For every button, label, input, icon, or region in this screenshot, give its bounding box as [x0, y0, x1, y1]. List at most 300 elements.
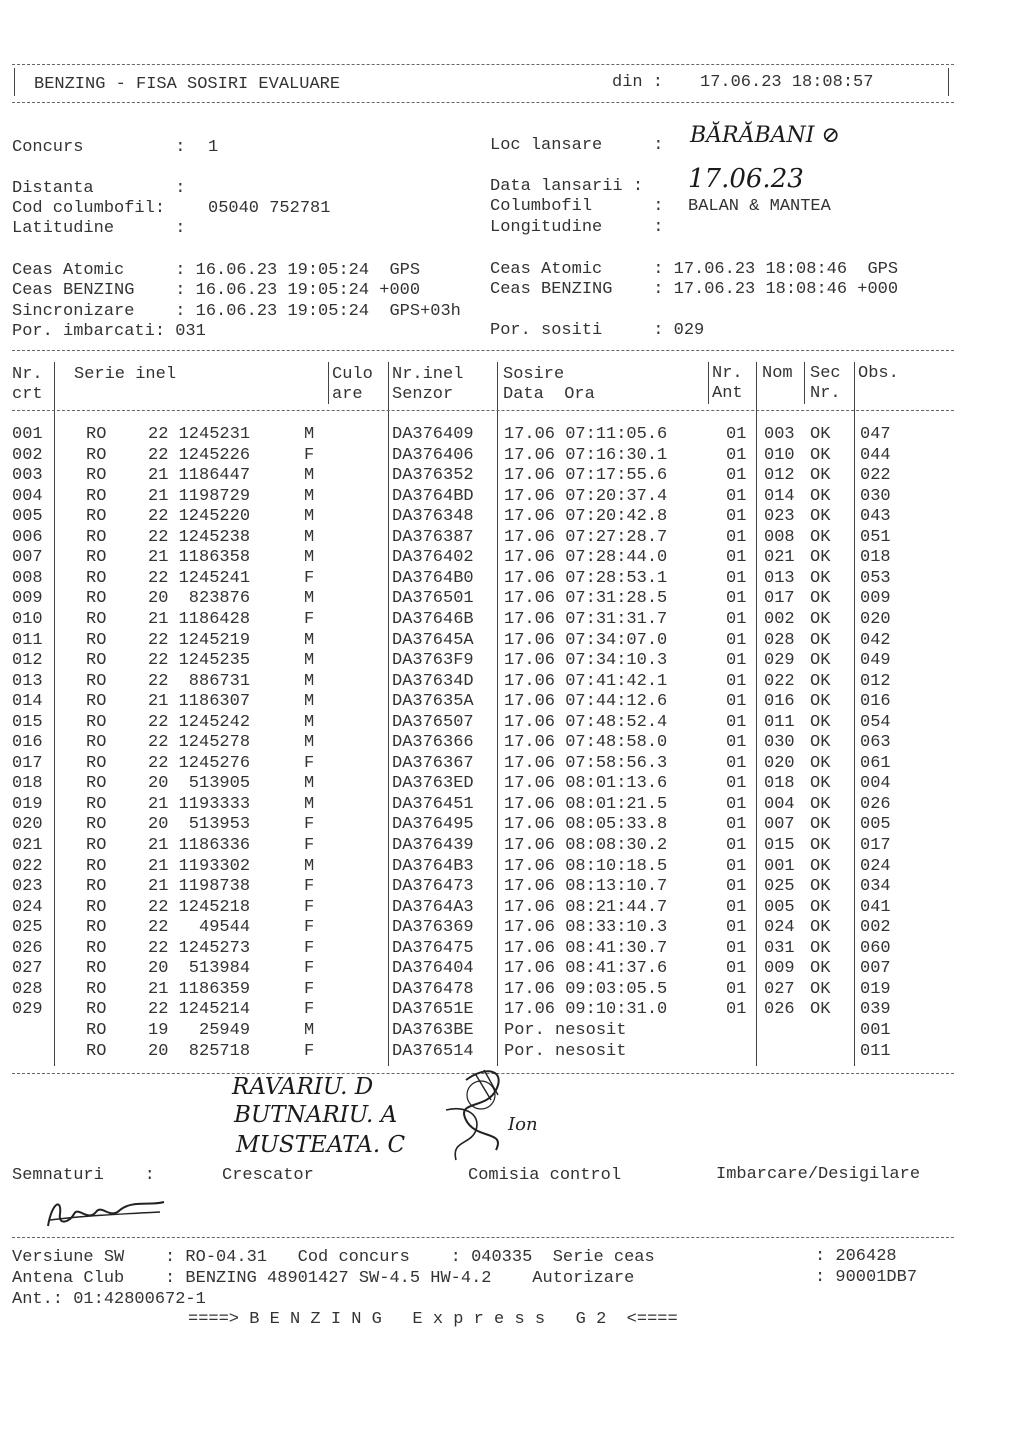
row-nom: 016	[764, 692, 795, 712]
ceas-benzing-end: Ceas BENZING : 17.06.23 18:08:46 +000	[490, 280, 899, 299]
signer-name-3: MUSTEATA. C	[236, 1132, 406, 1158]
row-nom: 018	[764, 774, 795, 794]
row-antenna: 01	[726, 836, 747, 855]
row-sec: OK	[810, 589, 831, 609]
table-row	[12, 918, 962, 939]
footer-versiune-sw: Versiune SW : RO-04.31 Cod concurs : 040335 Serie ceas	[12, 1248, 655, 1267]
row-nom: 030	[764, 733, 795, 753]
row-country: RO	[86, 712, 107, 732]
row-sex: F	[304, 1000, 315, 1020]
row-country: RO	[86, 877, 107, 897]
row-sensor: DA37651E	[392, 1000, 474, 1020]
row-ring: 20 513984	[148, 959, 251, 979]
row-antenna: 01	[726, 753, 747, 773]
row-ring: 21 1186428	[148, 609, 251, 629]
row-ring: 21 1193333	[148, 794, 251, 814]
row-nr: 009	[12, 589, 43, 609]
col-nom-header: Nom	[762, 364, 793, 383]
concurs-value: 1	[208, 138, 219, 157]
row-obs: 063	[860, 733, 891, 753]
loc-lansare-handwritten: BĂRĂBANI ⊘	[690, 123, 840, 148]
row-arrival: 17.06 08:21:44.7	[504, 897, 668, 917]
row-ring: 22 1245226	[148, 445, 251, 465]
row-antenna: 01	[726, 507, 747, 527]
row-arrival: 17.06 08:05:33.8	[504, 815, 668, 835]
row-ring: 20 513905	[148, 774, 251, 794]
imbarcare-desigilare-label: Imbarcare/Desigilare	[716, 1165, 921, 1184]
row-nom: 003	[764, 425, 795, 444]
row-sensor: DA376501	[392, 589, 474, 609]
row-country: RO	[86, 897, 107, 917]
row-sex: M	[304, 425, 315, 444]
row-sec: OK	[810, 1000, 831, 1020]
table-row	[12, 528, 962, 549]
table-row	[12, 610, 962, 631]
row-nr: 007	[12, 548, 43, 568]
table-row	[12, 1042, 962, 1063]
row-arrival: 17.06 07:28:44.0	[504, 548, 668, 568]
row-country: RO	[86, 1020, 107, 1040]
row-obs: 061	[860, 753, 891, 773]
row-country: RO	[86, 568, 107, 588]
row-sex: F	[304, 877, 315, 897]
row-arrival: 17.06 07:41:42.1	[504, 671, 668, 691]
report-date: 17.06.23 18:08:57	[700, 73, 874, 92]
row-sensor: DA376514	[392, 1041, 474, 1061]
row-arrival: 17.06 07:20:37.4	[504, 486, 668, 506]
row-sex: M	[304, 589, 315, 609]
row-ring: 21 1186307	[148, 692, 251, 712]
row-arrival: 17.06 08:08:30.2	[504, 836, 668, 855]
row-sensor: DA376406	[392, 445, 474, 465]
row-ring: 22 1245220	[148, 507, 251, 527]
col-nr-header: Nr.	[12, 365, 43, 384]
loc-lansare-label: Loc lansare :	[490, 136, 664, 155]
row-antenna: 01	[726, 568, 747, 588]
row-ring: 22 49544	[148, 918, 251, 938]
latitudine-label: Latitudine :	[12, 219, 186, 238]
row-sex: M	[304, 486, 315, 506]
row-sensor: DA376404	[392, 959, 474, 979]
row-sec: OK	[810, 425, 831, 444]
row-arrival: 17.06 07:34:10.3	[504, 651, 668, 671]
porumbei-imbarcati: Por. imbarcati: 031	[12, 322, 206, 341]
row-arrival: 17.06 08:01:21.5	[504, 794, 668, 814]
row-sex: F	[304, 609, 315, 629]
signer-name-2: BUTNARIU. A	[234, 1102, 398, 1128]
row-sex: F	[304, 897, 315, 917]
row-sec: OK	[810, 733, 831, 753]
row-arrival: 17.06 07:16:30.1	[504, 445, 668, 465]
row-obs: 060	[860, 938, 891, 958]
row-sensor: DA37634D	[392, 671, 474, 691]
row-nr: 015	[12, 712, 43, 732]
row-sec: OK	[810, 897, 831, 917]
row-obs: 012	[860, 671, 891, 691]
row-nom: 022	[764, 671, 795, 691]
row-nr: 028	[12, 979, 43, 999]
row-sensor: DA3763F9	[392, 651, 474, 671]
row-arrival: 17.06 07:48:52.4	[504, 712, 668, 732]
footer-autorizare: : 90001DB7	[815, 1268, 918, 1287]
row-sec: OK	[810, 815, 831, 835]
row-nr: 005	[12, 507, 43, 527]
row-obs: 005	[860, 815, 891, 835]
row-sex: M	[304, 466, 315, 486]
breeder-signature-icon	[40, 1192, 170, 1232]
row-country: RO	[86, 918, 107, 938]
table-row	[12, 1000, 962, 1021]
row-antenna: 01	[726, 897, 747, 917]
col-nrinel-header: Nr.inel	[392, 365, 464, 384]
row-nr: 010	[12, 609, 43, 629]
semnaturi-label: Semnaturi :	[12, 1166, 155, 1185]
row-sec: OK	[810, 979, 831, 999]
row-sec: OK	[810, 486, 831, 506]
row-sensor: DA376495	[392, 815, 474, 835]
row-ring: 21 1198729	[148, 486, 251, 506]
row-arrival: 17.06 07:48:58.0	[504, 733, 668, 753]
row-sensor: DA376402	[392, 548, 474, 568]
col-sec-header: Sec	[810, 364, 841, 383]
row-obs: 011	[860, 1041, 891, 1061]
row-ring: 22 1245238	[148, 527, 251, 547]
row-nom: 009	[764, 959, 795, 979]
row-sensor: DA376352	[392, 466, 474, 486]
row-sensor: DA37635A	[392, 692, 474, 712]
table-row	[12, 548, 962, 569]
row-sex: M	[304, 527, 315, 547]
row-sec: OK	[810, 527, 831, 547]
row-ring: 20 513953	[148, 815, 251, 835]
row-country: RO	[86, 733, 107, 753]
row-sec: OK	[810, 959, 831, 979]
row-nom: 017	[764, 589, 795, 609]
row-obs: 041	[860, 897, 891, 917]
row-country: RO	[86, 979, 107, 999]
row-sex: F	[304, 815, 315, 835]
row-nom: 005	[764, 897, 795, 917]
ceas-atomic-start: Ceas Atomic : 16.06.23 19:05:24 GPS	[12, 261, 421, 280]
col-crt-header: crt	[12, 385, 43, 404]
row-ring: 22 1245278	[148, 733, 251, 753]
row-sensor: DA37645A	[392, 630, 474, 650]
row-country: RO	[86, 671, 107, 691]
ceas-atomic-end: Ceas Atomic : 17.06.23 18:08:46 GPS	[490, 260, 899, 279]
row-sensor: DA376451	[392, 794, 474, 814]
table-row	[12, 733, 962, 754]
row-ring: 20 823876	[148, 589, 251, 609]
row-sex: M	[304, 507, 315, 527]
row-obs: 049	[860, 651, 891, 671]
row-nr: 006	[12, 527, 43, 547]
row-ring: 20 825718	[148, 1041, 251, 1061]
row-sex: F	[304, 836, 315, 855]
row-sec: OK	[810, 794, 831, 814]
row-sec: OK	[810, 671, 831, 691]
row-sex: M	[304, 630, 315, 650]
row-arrival: 17.06 08:10:18.5	[504, 856, 668, 876]
row-arrival: 17.06 07:20:42.8	[504, 507, 668, 527]
row-arrival: 17.06 09:03:05.5	[504, 979, 668, 999]
signer-name-1: RAVARIU. D	[232, 1074, 374, 1100]
row-nr: 004	[12, 486, 43, 506]
row-sex: M	[304, 1020, 315, 1040]
row-nr: 003	[12, 466, 43, 486]
row-sensor: DA3764B0	[392, 568, 474, 588]
table-row	[12, 487, 962, 508]
row-arrival: 17.06 08:41:37.6	[504, 959, 668, 979]
row-antenna: 01	[726, 877, 747, 897]
row-country: RO	[86, 836, 107, 855]
row-sec: OK	[810, 856, 831, 876]
row-obs: 047	[860, 425, 891, 444]
table-row	[12, 898, 962, 919]
row-antenna: 01	[726, 651, 747, 671]
col-culoare-header: Culo	[332, 365, 373, 384]
row-sensor: DA376507	[392, 712, 474, 732]
row-ring: 22 886731	[148, 671, 251, 691]
row-obs: 016	[860, 692, 891, 712]
row-sec: OK	[810, 836, 831, 855]
row-sex: M	[304, 692, 315, 712]
row-sec: OK	[810, 630, 831, 650]
row-ring: 22 1245218	[148, 897, 251, 917]
row-obs: 019	[860, 979, 891, 999]
row-nr: 021	[12, 836, 43, 855]
row-ring: 22 1245242	[148, 712, 251, 732]
col-sec-header-2: Nr.	[810, 384, 841, 403]
row-ring: 21 1186359	[148, 979, 251, 999]
table-row	[12, 980, 962, 1001]
table-row	[12, 507, 962, 528]
row-sex: M	[304, 856, 315, 876]
row-obs: 024	[860, 856, 891, 876]
row-nr: 016	[12, 733, 43, 753]
cod-columbofil-value: 05040 752781	[208, 199, 331, 218]
row-antenna: 01	[726, 486, 747, 506]
row-antenna: 01	[726, 671, 747, 691]
commission-signature-icon	[436, 1060, 546, 1170]
row-antenna: 01	[726, 527, 747, 547]
longitudine-label: Longitudine :	[490, 218, 664, 237]
row-nom: 023	[764, 507, 795, 527]
row-nom: 031	[764, 938, 795, 958]
row-sec: OK	[810, 712, 831, 732]
porumbei-sositi: Por. sositi : 029	[490, 321, 705, 340]
row-sex: M	[304, 733, 315, 753]
row-sex: F	[304, 445, 315, 465]
row-nr: 023	[12, 877, 43, 897]
row-nr: 014	[12, 692, 43, 712]
table-row	[12, 857, 962, 878]
row-sensor: DA376475	[392, 938, 474, 958]
table-row	[12, 959, 962, 980]
row-sex: M	[304, 671, 315, 691]
row-antenna: 01	[726, 938, 747, 958]
row-country: RO	[86, 486, 107, 506]
row-sex: F	[304, 938, 315, 958]
row-obs: 042	[860, 630, 891, 650]
row-sensor: DA3763ED	[392, 774, 474, 794]
row-sec: OK	[810, 568, 831, 588]
row-nr: 002	[12, 445, 43, 465]
row-obs: 026	[860, 794, 891, 814]
comisia-control-label: Comisia control	[468, 1166, 622, 1185]
row-country: RO	[86, 548, 107, 568]
row-nr: 024	[12, 897, 43, 917]
row-sex: M	[304, 774, 315, 794]
row-sex: M	[304, 651, 315, 671]
crescator-label: Crescator	[222, 1166, 314, 1185]
row-antenna: 01	[726, 856, 747, 876]
row-arrival: 17.06 07:17:55.6	[504, 466, 668, 486]
row-country: RO	[86, 959, 107, 979]
footer-antena-club: Antena Club : BENZING 48901427 SW-4.5 HW-4.2 Autorizare	[12, 1269, 635, 1288]
row-sec: OK	[810, 445, 831, 465]
row-country: RO	[86, 692, 107, 712]
row-antenna: 01	[726, 774, 747, 794]
row-sec: OK	[810, 466, 831, 486]
col-data-ora-header: Data Ora	[503, 385, 595, 404]
row-country: RO	[86, 609, 107, 629]
columbofil-label: Columbofil :	[490, 197, 664, 216]
row-obs: 034	[860, 877, 891, 897]
row-arrival: 17.06 08:33:10.3	[504, 918, 668, 938]
distanta-label: Distanta :	[12, 179, 186, 198]
row-country: RO	[86, 651, 107, 671]
row-nom: 021	[764, 548, 795, 568]
row-nr: 013	[12, 671, 43, 691]
row-sex: M	[304, 794, 315, 814]
row-nr: 026	[12, 938, 43, 958]
table-row	[12, 692, 962, 713]
row-arrival: Por. nesosit	[504, 1041, 627, 1061]
table-row	[12, 1021, 962, 1042]
row-nr: 029	[12, 1000, 43, 1020]
col-serie-header: Serie inel	[74, 365, 177, 384]
row-nom: 007	[764, 815, 795, 835]
row-antenna: 01	[726, 918, 747, 938]
row-arrival: 17.06 07:31:28.5	[504, 589, 668, 609]
row-country: RO	[86, 753, 107, 773]
table-row	[12, 569, 962, 590]
row-nr: 011	[12, 630, 43, 650]
row-sex: F	[304, 918, 315, 938]
row-ring: 21 1186358	[148, 548, 251, 568]
row-ring: 19 25949	[148, 1020, 251, 1040]
row-ring: 22 1245241	[148, 568, 251, 588]
row-sex: F	[304, 753, 315, 773]
row-antenna: 01	[726, 548, 747, 568]
row-ring: 21 1186336	[148, 836, 251, 855]
row-obs: 053	[860, 568, 891, 588]
row-ring: 22 1245276	[148, 753, 251, 773]
row-obs: 018	[860, 548, 891, 568]
row-antenna: 01	[726, 445, 747, 465]
row-nom: 024	[764, 918, 795, 938]
row-ring: 21 1186447	[148, 466, 251, 486]
col-culoare-header-2: are	[332, 385, 363, 404]
row-sec: OK	[810, 774, 831, 794]
row-sensor: DA376369	[392, 918, 474, 938]
footer-banner: ====> B E N Z I N G E x p r e s s G 2 <====	[188, 1310, 678, 1329]
row-antenna: 01	[726, 466, 747, 486]
row-sensor: DA376478	[392, 979, 474, 999]
col-ant-header-2: Ant	[712, 384, 743, 403]
table-row	[12, 446, 962, 467]
row-sex: F	[304, 1041, 315, 1061]
row-ring: 22 1245235	[148, 651, 251, 671]
row-country: RO	[86, 815, 107, 835]
table-row	[12, 466, 962, 487]
report-title: BENZING - FISA SOSIRI EVALUARE	[34, 75, 341, 94]
footer-serie-ceas: : 206428	[815, 1247, 897, 1266]
row-nr: 027	[12, 959, 43, 979]
row-country: RO	[86, 630, 107, 650]
row-sensor: DA37646B	[392, 609, 474, 629]
row-nom: 020	[764, 753, 795, 773]
row-nom: 008	[764, 527, 795, 547]
table-row	[12, 815, 962, 836]
row-arrival: 17.06 08:41:30.7	[504, 938, 668, 958]
row-nom: 029	[764, 651, 795, 671]
row-obs: 044	[860, 445, 891, 465]
row-arrival: 17.06 09:10:31.0	[504, 1000, 668, 1020]
row-obs: 004	[860, 774, 891, 794]
row-obs: 001	[860, 1020, 891, 1040]
row-ring: 21 1198738	[148, 877, 251, 897]
row-nom: 026	[764, 1000, 795, 1020]
row-sec: OK	[810, 548, 831, 568]
row-nom: 010	[764, 445, 795, 465]
row-sec: OK	[810, 877, 831, 897]
row-country: RO	[86, 527, 107, 547]
row-country: RO	[86, 938, 107, 958]
row-ring: 22 1245219	[148, 630, 251, 650]
row-nr: 017	[12, 753, 43, 773]
concurs-label: Concurs :	[12, 138, 186, 157]
row-ring: 22 1245273	[148, 938, 251, 958]
row-arrival: 17.06 07:28:53.1	[504, 568, 668, 588]
row-antenna: 01	[726, 815, 747, 835]
row-sensor: DA3764BD	[392, 486, 474, 506]
row-arrival: 17.06 08:13:10.7	[504, 877, 668, 897]
row-country: RO	[86, 774, 107, 794]
row-sec: OK	[810, 753, 831, 773]
row-antenna: 01	[726, 979, 747, 999]
ceas-benzing-start: Ceas BENZING : 16.06.23 19:05:24 +000	[12, 281, 421, 300]
row-nr: 018	[12, 774, 43, 794]
row-sensor: DA376367	[392, 753, 474, 773]
columbofil-value: BALAN & MANTEA	[688, 197, 831, 216]
row-nom: 028	[764, 630, 795, 650]
row-obs: 007	[860, 959, 891, 979]
footer-antena: Ant.: 01:42800672-1	[12, 1290, 206, 1309]
row-nr: 025	[12, 918, 43, 938]
row-arrival: 17.06 08:01:13.6	[504, 774, 668, 794]
row-sex: F	[304, 979, 315, 999]
row-ring: 21 1193302	[148, 856, 251, 876]
row-antenna: 01	[726, 794, 747, 814]
row-arrival: 17.06 07:31:31.7	[504, 609, 668, 629]
row-antenna: 01	[726, 425, 747, 444]
row-sec: OK	[810, 692, 831, 712]
row-obs: 020	[860, 609, 891, 629]
row-nom: 002	[764, 609, 795, 629]
row-arrival: 17.06 07:34:07.0	[504, 630, 668, 650]
row-nr: 022	[12, 856, 43, 876]
